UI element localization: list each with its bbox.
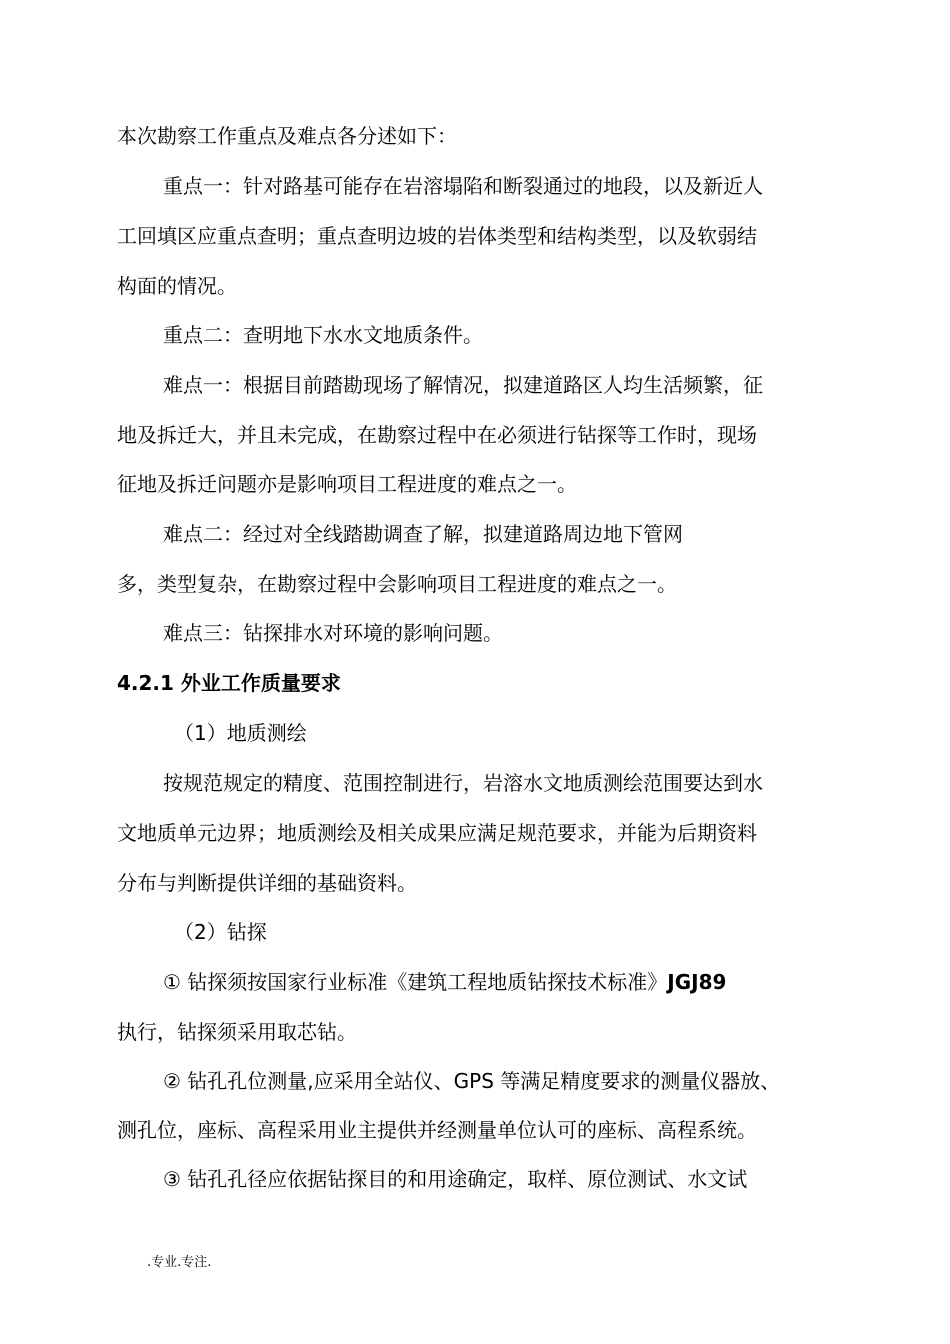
key-point-2-line: 重点二：查明地下水水文地质条件。 (163, 323, 483, 347)
difficulty-2-line-1: 难点二：经过对全线踏勘调查了解，拟建道路周边地下管网 (163, 522, 683, 546)
difficulty-2-line-2: 多，类型复杂，在勘察过程中会影响项目工程进度的难点之一。 (117, 572, 677, 596)
drilling-item-1-line-2: 执行，钻探须采用取芯钻。 (117, 1020, 357, 1044)
mapping-text-line-2: 文地质单元边界；地质测绘及相关成果应满足规范要求，并能为后期资料 (117, 821, 757, 845)
page-footer: .专业.专注. (147, 1255, 212, 1270)
key-point-1-line-3: 构面的情况。 (117, 274, 237, 298)
drilling-item-1-line-1 (163, 967, 903, 997)
difficulty-1-line-1: 难点一：根据目前踏勘现场了解情况，拟建道路区人均生活频繁，征 (163, 373, 763, 397)
drilling-item-2-line-2: 测孔位，座标、高程采用业主提供并经测量单位认可的座标、高程系统。 (117, 1118, 757, 1142)
difficulty-1-line-3: 征地及拆迁问题亦是影响项目工程进度的难点之一。 (117, 472, 577, 496)
key-point-1-line-1: 重点一：针对路基可能存在岩溶塌陷和断裂通过的地段，以及新近人 (163, 174, 763, 198)
mapping-text-line-1: 按规范规定的精度、范围控制进行，岩溶水文地质测绘范围要达到水 (163, 771, 763, 795)
mapping-text-line-3: 分布与判断提供详细的基础资料。 (117, 871, 417, 895)
subheading-drilling: （2）钻探 (174, 920, 267, 944)
difficulty-3-line: 难点三：钻探排水对环境的影响问题。 (163, 621, 503, 645)
drilling-item-3-line-1: ③ 钻孔孔径应依据钻探目的和用途确定，取样、原位测试、水文试 (163, 1167, 748, 1191)
drilling-standard-code: JGJ89 (667, 970, 727, 994)
subheading-geological-mapping: （1）地质测绘 (174, 721, 307, 745)
key-point-1-line-2: 工回填区应重点查明；重点查明边坡的岩体类型和结构类型，以及软弱结 (117, 224, 757, 248)
difficulty-1-line-2: 地及拆迁大，并且未完成，在勘察过程中在必须进行钻探等工作时，现场 (117, 423, 757, 447)
drilling-item-1-text: ① 钻探须按国家行业标准《建筑工程地质钻探技术标准》 (163, 970, 668, 994)
section-heading: 4.2.1 外业工作质量要求 (117, 671, 341, 695)
intro-line: 本次勘察工作重点及难点各分述如下： (117, 124, 457, 148)
drilling-item-2-line-1: ② 钻孔孔位测量,应采用全站仪、GPS 等满足精度要求的测量仪器放、 (163, 1069, 781, 1093)
